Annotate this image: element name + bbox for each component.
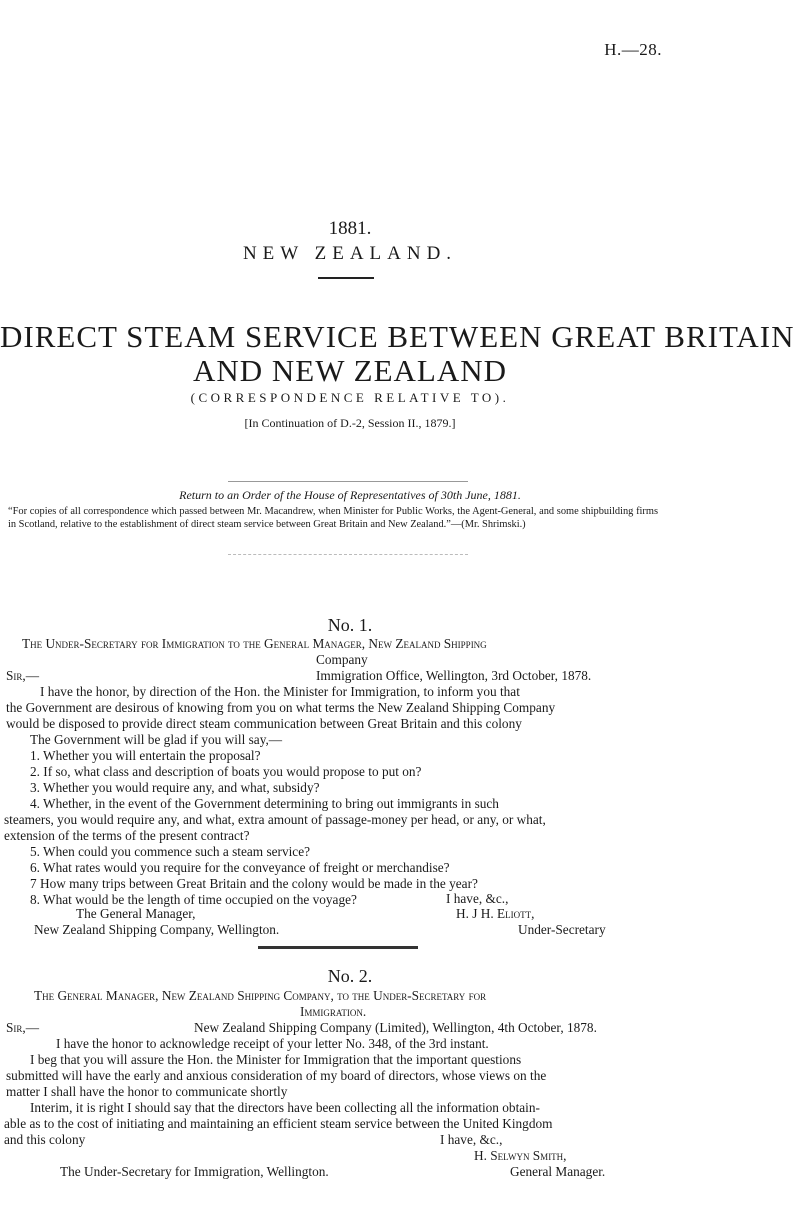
year: 1881.	[328, 218, 372, 239]
question-item: 4. Whether, in the event of the Government determining to bring out immigrants in such	[30, 796, 499, 811]
divider	[318, 277, 374, 279]
subtitle: (CORRESPONDENCE RELATIVE TO).	[190, 390, 510, 405]
question-item: 1. Whether you will entertain the proposal?	[30, 748, 261, 763]
signatory-title: General Manager.	[510, 1164, 606, 1179]
signatory-title: Under-Secretary	[518, 922, 606, 937]
place-date: Immigration Office, Wellington, 3rd October, 1878.	[316, 668, 592, 683]
signatory: H. J H. Eliott,	[456, 906, 535, 921]
question-item: 3. Whether you would require any, and what, subsidy?	[30, 780, 320, 795]
country: NEW ZEALAND.	[242, 243, 458, 264]
divider	[228, 481, 468, 482]
letter-heading: The General Manager, New Zealand Shipping Company, to the Under-Secretary for	[34, 988, 487, 1003]
question-item: 5. When could you commence such a steam service?	[30, 844, 310, 859]
body-line: submitted will have the early and anxious consideration of my board of directors, whose views on the	[6, 1068, 547, 1083]
closing: I have, &c.,	[446, 891, 509, 906]
body-line: I have the honor, by direction of the Hon. the Minister for Immigration, to inform you that	[40, 684, 520, 699]
salutation: Sir,—	[6, 1020, 40, 1035]
return-order-line: Return to an Order of the House of Representatives of 30th June, 1881.	[179, 488, 521, 502]
place-date: New Zealand Shipping Company (Limited), Wellington, 4th October, 1878.	[194, 1020, 597, 1035]
body-line: the Government are desirous of knowing from you on what terms the New Zealand Shipping Company	[6, 700, 556, 715]
title-line-2: AND NEW ZEALAND	[192, 353, 508, 388]
addressee: New Zealand Shipping Company, Wellington.	[34, 922, 280, 937]
question-item: 8. What would be the length of time occupied on the voyage?	[30, 892, 357, 907]
addressee: The Under-Secretary for Immigration, Wellington.	[60, 1164, 329, 1179]
closing: I have, &c.,	[440, 1132, 503, 1147]
signatory: H. Selwyn Smith,	[474, 1148, 567, 1163]
salutation: Sir,—	[6, 668, 40, 683]
body-line: and this colony	[4, 1132, 86, 1147]
question-item: 6. What rates would you require for the conveyance of freight or merchandise?	[30, 860, 450, 875]
addressee: The General Manager,	[76, 906, 196, 921]
letter-heading-cont: Company	[316, 652, 368, 667]
body-line: extension of the terms of the present contract?	[4, 828, 250, 843]
body-line: steamers, you would require any, and what, extra amount of passage-money per head, or any, or what,	[4, 812, 546, 827]
body-line: Interim, it is right I should say that the directors have been collecting all the information obtain-	[30, 1100, 540, 1115]
letter-number: No. 1.	[327, 615, 373, 635]
title-line-1: DIRECT STEAM SERVICE BETWEEN GREAT BRITAIN	[0, 319, 795, 354]
document-reference: H.—28.	[604, 40, 662, 59]
body-line: I have the honor to acknowledge receipt of your letter No. 348, of the 3rd instant.	[56, 1036, 489, 1051]
body-line: I beg that you will assure the Hon. the Minister for Immigration that the important questions	[30, 1052, 522, 1067]
body-line: able as to the cost of initiating and maintaining an efficient steam service between the United Kingdom	[4, 1116, 553, 1131]
question-item: 2. If so, what class and description of boats you would propose to put on?	[30, 764, 422, 779]
letter-heading-cont: Immigration.	[300, 1004, 367, 1019]
divider	[228, 554, 468, 555]
divider	[258, 946, 418, 949]
question-item: 7 How many trips between Great Britain and the colony would be made in the year?	[30, 876, 478, 891]
return-order-quote: “For copies of all correspondence which passed between Mr. Macandrew, when Minister for Public Works, the Agent-General, and some shipbuilding firms in Scotland, relative to the establishment of direct steam service between Great Britain and New Zealand.”—(Mr. Shrimski.)	[8, 506, 658, 530]
body-line: would be disposed to provide direct steam communication between Great Britain and this colony	[6, 716, 522, 731]
letter-number: No. 2.	[327, 966, 373, 986]
letter-heading: The Under-Secretary for Immigration to the General Manager, New Zealand Shipping	[22, 636, 487, 651]
continuation-note: [In Continuation of D.-2, Session II., 1879.]	[244, 416, 456, 430]
body-line: matter I shall have the honor to communicate shortly	[6, 1084, 288, 1099]
body-line: The Government will be glad if you will say,—	[30, 732, 283, 747]
